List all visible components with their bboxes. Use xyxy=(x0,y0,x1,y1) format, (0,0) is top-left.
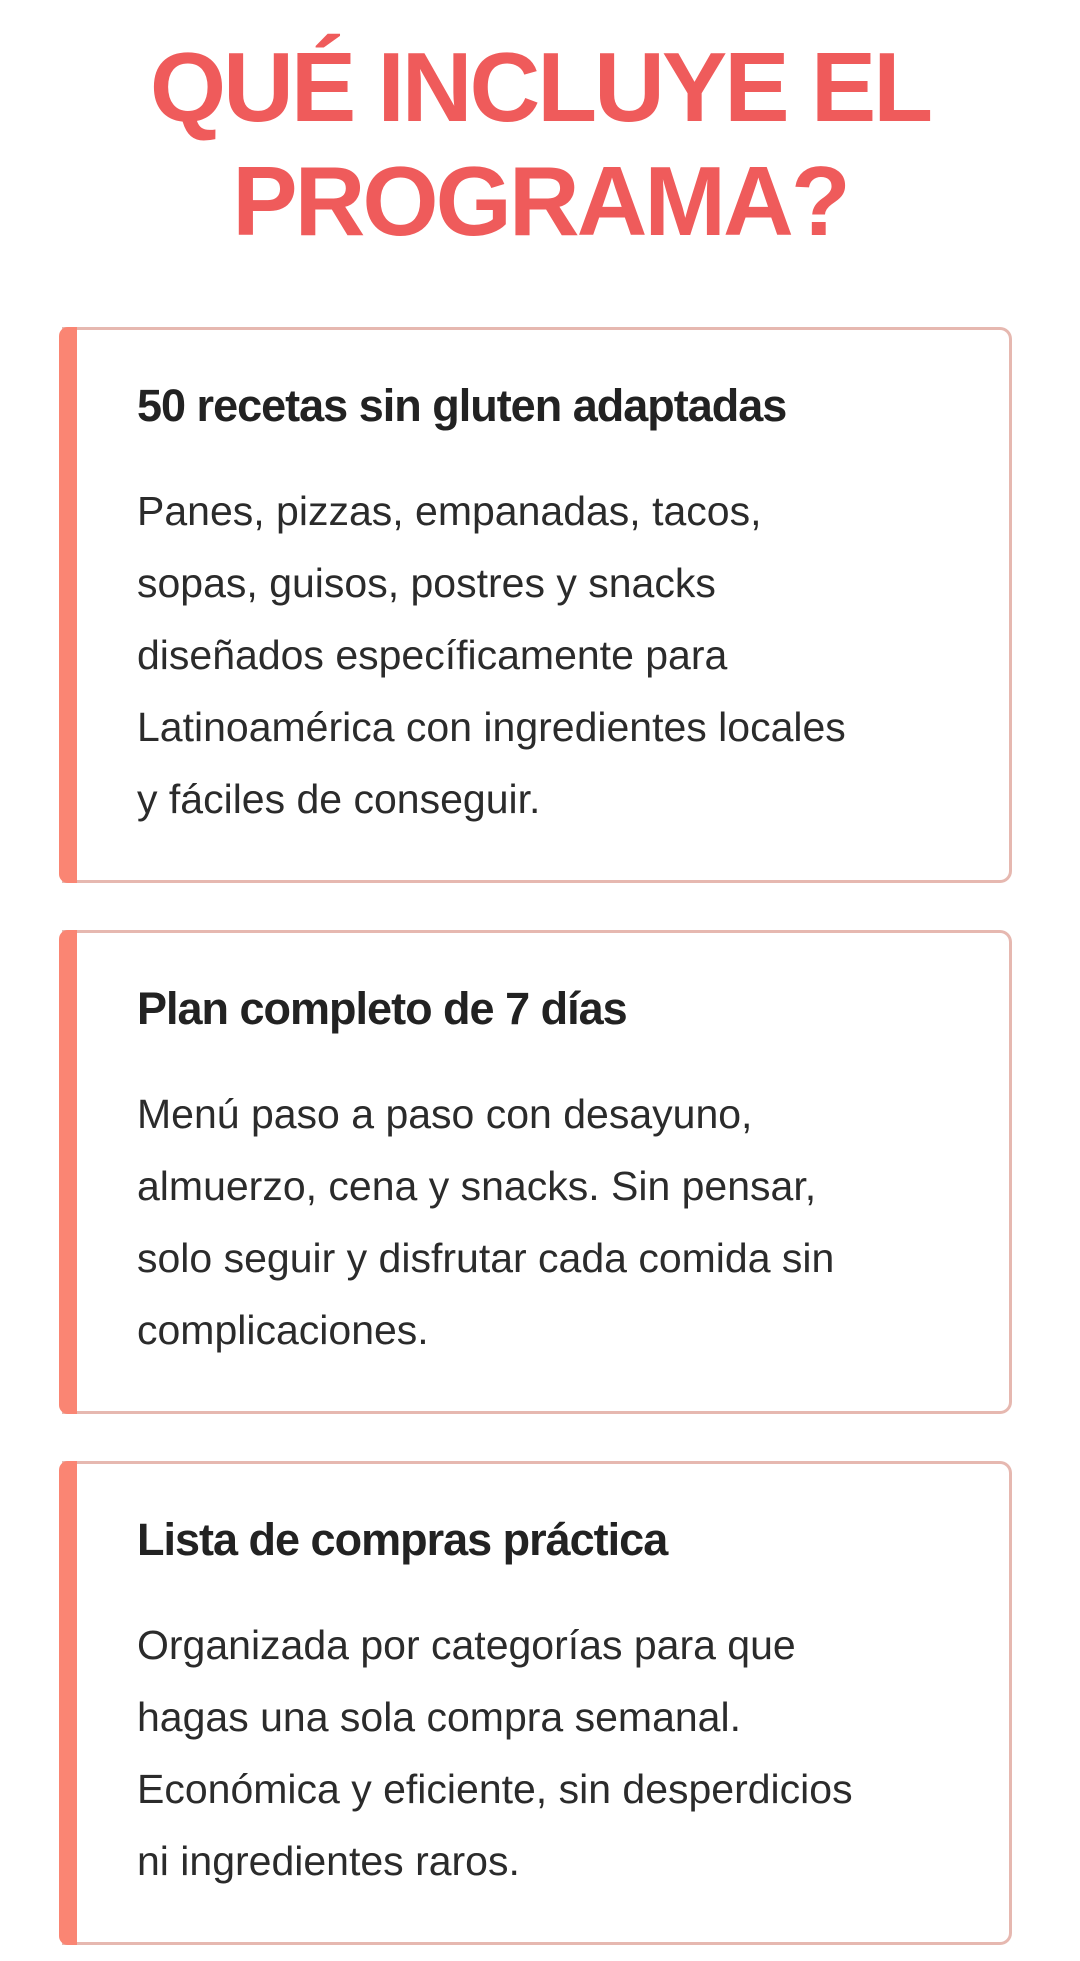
feature-card-meal-plan xyxy=(62,930,1012,1414)
card-title: Lista de compras práctica xyxy=(137,1514,668,1565)
feature-card-recipes xyxy=(62,327,1012,883)
card-description: Organizada por categorías para que hagas una sola compra semanal. Económica y eficiente, sin desperdicios ni ingredientes raros. xyxy=(137,1622,853,1884)
feature-card-shopping-list xyxy=(62,1461,1012,1945)
page-title: QUÉ INCLUYE EL PROGRAMA? xyxy=(149,32,931,256)
card-description: Panes, pizzas, empanadas, tacos, sopas, guisos, postres y snacks diseñados específicamente para Latinoamérica con ingredientes locales y fáciles de conseguir. xyxy=(137,488,846,822)
card-title: 50 recetas sin gluten adaptadas xyxy=(137,380,787,431)
card-accent-bar xyxy=(59,930,77,1414)
card-description: Menú paso a paso con desayuno, almuerzo, cena y snacks. Sin pensar, solo seguir y disfrutar cada comida sin complicaciones. xyxy=(137,1091,835,1353)
card-accent-bar xyxy=(59,327,77,883)
card-title: Plan completo de 7 días xyxy=(137,983,627,1034)
card-accent-bar xyxy=(59,1461,77,1945)
